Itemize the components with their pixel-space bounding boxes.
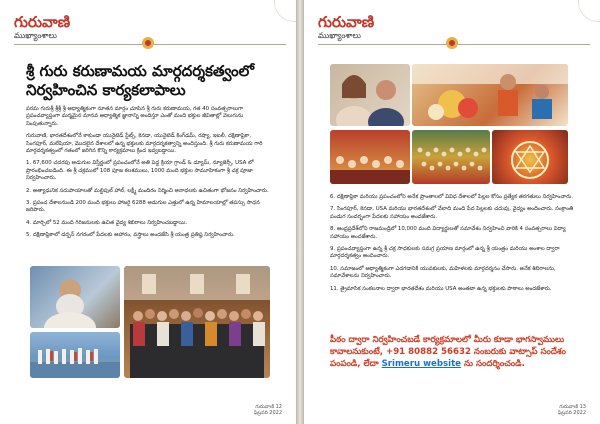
paragraph: 7. సింగపూర్, కెనడా, USA మరియు భారతదేశంలో వేలాది మంది పేద పిల్లలకు చదువు, వైద్యం అందించారు. సంక్రాంతి పండుగ సందర్భంగా పేదలకు సహాయం అందజేశారు. [330, 206, 574, 220]
crowd-puja-photo [330, 130, 410, 184]
heading-line-2: నిర్వహించిన కార్యకలాపాలు [26, 81, 186, 99]
heading-line-1: శ్రీ గురు కరుణామయ మార్గదర్శకత్వంలో [26, 62, 255, 80]
ritual-offering-photo [412, 64, 568, 126]
page-header [318, 14, 374, 42]
paragraph: 6. దక్షిణాఫ్రికా మరియు ప్రపంచంలోని అనేక ప్రాంతాలలో వివిధ దేశాలలో పిల్లల కోసం ప్రత్యేక తరగతులు నిర్వహించారు. [330, 194, 574, 200]
page-heading [26, 62, 276, 100]
lotus-emblem-icon [444, 36, 460, 50]
magazine-title: గురువాణి [14, 13, 71, 31]
section-subtitle: ముఖ్యాంశాలు [318, 31, 361, 40]
devotees-couple-photo [330, 64, 410, 126]
magazine-title: గురువాణి [318, 13, 375, 31]
page-footer [558, 404, 586, 416]
paragraph: 5. దక్షిణాఫ్రికాలో డర్బన్ నగరంలో పేదలకు ఆహారం, వస్త్రాలు అందజేసి శ్రీ యంత్ర ప్రతిష్ఠ నిర్వహించారు. [26, 232, 235, 239]
book-gutter [296, 0, 304, 424]
page-footer [254, 404, 282, 416]
paragraph: 8. ఆంధ్రప్రదేశ్‌లోని రాజమండ్రిలో 10,000 మంది విద్యార్థులతో సమావేశం నిర్వహించి వారికి 4 సంవత్సరాలు విద్యా సహాయం అందజేశారు. [330, 226, 566, 240]
group-photo [124, 266, 270, 378]
page-number: గురువాణి 12 [255, 404, 282, 410]
paragraph: 1. 67,600 చదరపు అడుగుల విస్తీర్ణంలో ప్రపంచంలోనే అతి పెద్ద క్రియా గ్రాండ్ & డ్యూమ్, న్యూజెర్సీ, USA లో ప్రారంభించబడింది. ఈ శ్రీ చక్రములో 108 పూజ కలశములు, 1000 మంది భక్తుల సామూహికంగా శ్రీ చక్ర పూజా నిర్వహించారు. [26, 160, 254, 182]
mass-gathering-photo [412, 130, 490, 184]
cta-text: పీఠం ద్వారా నిర్వహించబడే కార్యక్రమాలలో మీరు కూడా భాగస్వాములు కావాలనుకుంటే, +91 80882 56632 నంబరుకు వాట్సాప్ సందేశం పంపండి, లేదా [330, 335, 566, 369]
paragraph: పరమ గురుశ్రీ శ్రీశ్రీ శ్రీ ఆధ్యాత్మికంగా నూతన మార్గం చూపిన శ్రీ గురు కరుణామయ, గత 40 సంవత్సరాలుగా ప్రపంచవ్యాప్తంగా మర్మమైన మానవ ఆధ్యాత్మిక జ్ఞానాన్ని అందిస్తూ ఎంతో మంది భక్తుల జీవితాల్లో వెలుగును నింపుతున్నారు. [26, 106, 244, 127]
lotus-emblem-icon [140, 36, 156, 50]
corner-ornament [274, 0, 296, 22]
paragraph: గురువాణి, భారతదేశంలోనే కాకుండా యునైటెడ్ స్టేట్స్, కెనడా, యునైటెడ్ కింగ్‌డమ్, రష్యా, ఇటలీ, దక్షిణాఫ్రికా, సింగపూర్, మలేషియా, మొదలైన దేశాలలో ఉన్న భక్తులకు మార్గదర్శకత్వాన్ని అందిస్తుంది. శ్రీ గురు కరుణామయ గారి మార్గదర్శకత్వంలో గతంలో జరిగిన కొన్ని కార్యక్రమాలు క్రింద ఇవ్వబడ్డాయి. [26, 133, 263, 155]
paragraph: 4. మార్చిలో 52 మంది గిరిజనులకు ఉచిత వైద్య శిబిరాలు నిర్వహించబడ్డాయి. [26, 219, 188, 226]
corner-ornament [578, 0, 600, 22]
left-page [0, 0, 296, 424]
section-subtitle: ముఖ్యాంశాలు [14, 31, 57, 40]
cta-end: ను సందర్శించండి. [464, 359, 525, 369]
call-to-action [330, 334, 580, 370]
article-body-right [330, 194, 578, 298]
paragraph: 2. అత్యాధునిక సదుపాయాలతో మల్టిపుల్ హాల్, లక్ష్మీ మందిరం నిర్మించి అనాధలకు ఉచితంగా భోజనం నిర్వహించారు. [26, 187, 269, 194]
paragraph: 11. త్రైమాసిక సంకలనాల ద్వారా భారతదేశం మరియు USA అంతటా ఉన్న భక్తులకు పాఠాలు అందజేశారు. [330, 285, 552, 292]
article-body-left [26, 106, 274, 245]
paragraph: 10. సమాజంలో ఆధ్యాత్మికంగా ఎదగడానికి యువకులకు, మహిళలకు మార్గదర్శనం చేసారు. అనేక శిబిరాలను, సమావేశాలను నిర్వహించారు. [330, 265, 556, 280]
paragraph: 9. ప్రపంచవ్యాప్తంగా ఉన్న శ్రీ చక్ర సాధకులకు సమగ్ర ప్రయాణ మార్గంలో ఉన్న శ్రీ యంత్రం మరియు అంశాల ద్వారా మార్గదర్శకత్వం అందించారు. [330, 246, 560, 260]
page-number: గురువాణి 13 [559, 404, 586, 410]
sri-chakra-decoration-photo [492, 130, 568, 184]
right-page [304, 0, 600, 424]
guru-portrait-photo [30, 266, 120, 328]
issue-date: ఫిబ్రవరి 2022 [557, 410, 586, 416]
srimeru-website-link[interactable]: Srimeru website [381, 359, 462, 369]
issue-date: ఫిబ్రవరి 2022 [253, 410, 282, 416]
river-gathering-photo [30, 332, 120, 378]
page-header [14, 14, 70, 42]
paragraph: 3. ప్రపంచ దేశాలనుండి 200 మంది భక్తులు హాజరై 6288 అడుగుల ఎత్తులో ఉన్న హిమాలయాల్లో తపస్సు సాధన జరిపారు. [26, 200, 260, 214]
